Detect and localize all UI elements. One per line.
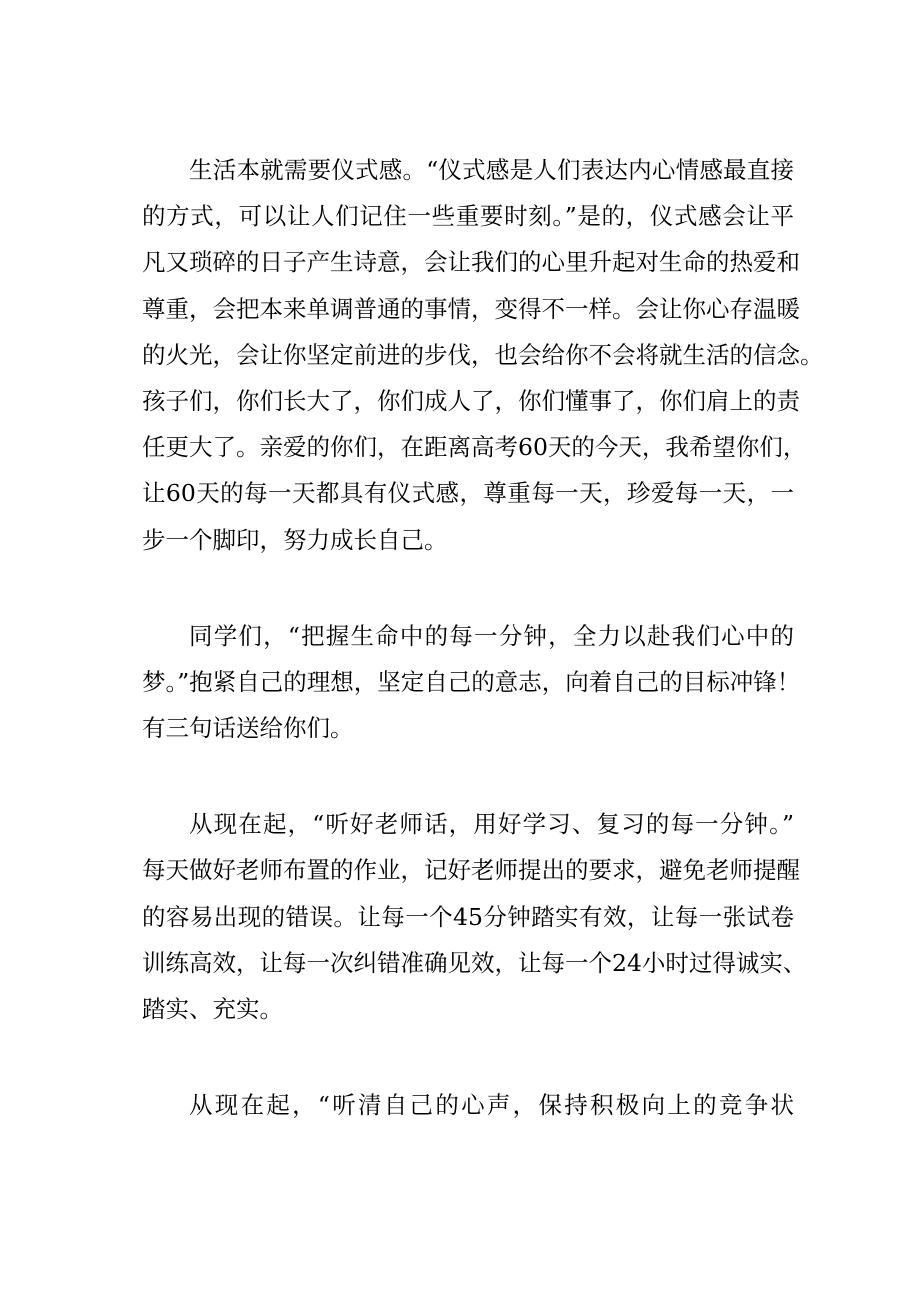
paragraph-listen-teacher xyxy=(142,801,807,1032)
paragraph-line: 梦。”抱紧自己的理想，坚定自己的意志，向着自己的目标冲锋！ xyxy=(142,667,801,696)
paragraph-line: 的容易出现的错误。让每一个45分钟踏实有效，让每一张试卷 xyxy=(142,902,794,931)
paragraph-listen-heart xyxy=(142,1082,794,1128)
paragraph-line: 的方式，可以让人们记住一些重要时刻。”是的，仪式感会让平 xyxy=(142,202,794,231)
paragraph-line: 从现在起，“听好老师话，用好学习、复习的每一分钟。” xyxy=(189,810,794,839)
document-body xyxy=(142,147,824,1178)
paragraph-line: 有三句话送给你们。 xyxy=(142,714,354,743)
paragraph-line: 生活本就需要仪式感。“仪式感是人们表达内心情感最直接 xyxy=(189,156,794,184)
paragraph-line: 步一个脚印，努力成长自己。 xyxy=(142,525,448,554)
paragraph-line: 训练高效，让每一次纠错准确见效，让每一个24小时过得诚实、 xyxy=(142,948,807,977)
paragraph-line: 凡又琐碎的日子产生诗意，会让我们的心里升起对生命的热爱和 xyxy=(142,248,800,277)
paragraph-line: 从现在起，“听清自己的心声，保持积极向上的竞争状 xyxy=(189,1091,794,1120)
paragraph-line: 尊重，会把本来单调普通的事情，变得不一样。会让你心存温暖 xyxy=(142,294,800,323)
paragraph-line: 任更大了。亲爱的你们，在距离高考60天的今天，我希望你们， xyxy=(142,433,807,462)
paragraph-line: 孩子们，你们长大了，你们成人了，你们懂事了，你们肩上的责 xyxy=(142,386,800,415)
paragraph-line: 的火光，会让你坚定前进的步伐，也会给你不会将就生活的信念。 xyxy=(142,340,824,369)
paragraph-line: 让60天的每一天都具有仪式感，尊重每一天，珍爱每一天，一 xyxy=(142,479,794,508)
paragraph-ritual xyxy=(142,147,824,563)
paragraph-line: 同学们，“把握生命中的每一分钟，全力以赴我们心中的 xyxy=(189,621,794,650)
paragraph-line: 踏实、充实。 xyxy=(142,995,283,1023)
paragraph-line: 每天做好老师布置的作业，记好老师提出的要求，避免老师提醒 xyxy=(142,856,800,885)
paragraph-dream xyxy=(142,613,801,752)
